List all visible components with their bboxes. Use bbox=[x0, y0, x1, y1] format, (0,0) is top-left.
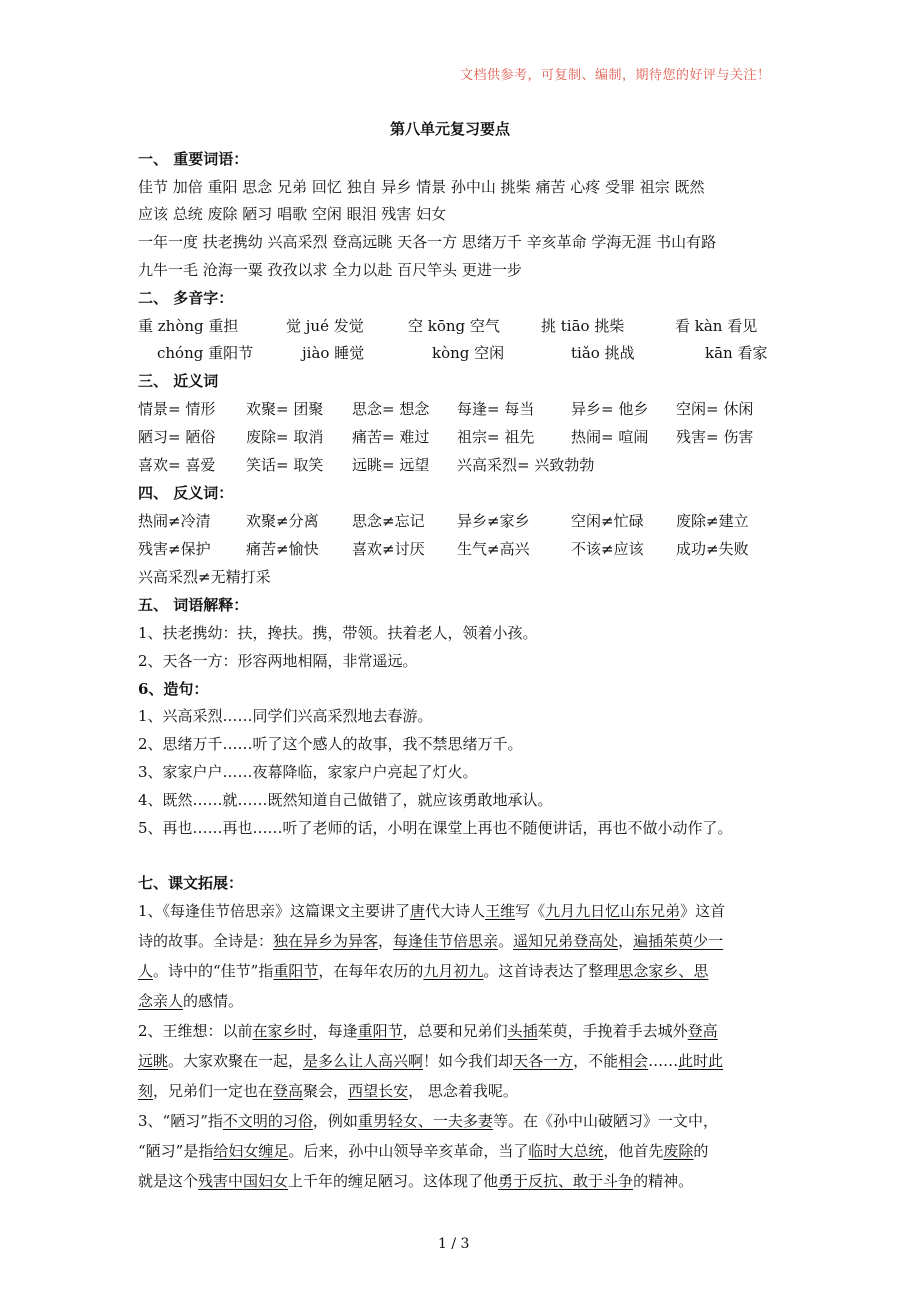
key-words-line: 一年一度 扶老携幼 兴高采烈 登高远眺 天各一方 思绪万千 辛亥革命 学海无涯 书山有路 bbox=[138, 233, 717, 251]
synonym-cell: 空闲= 休闲 bbox=[676, 400, 754, 418]
section-heading-explanations: 五、 词语解释： bbox=[138, 596, 249, 614]
explanation-line: 2、天各一方：形容两地相隔，非常遥远。 bbox=[138, 652, 418, 670]
polyphone-cell: kòng 空闲 bbox=[432, 344, 505, 362]
antonym-cell: 痛苦≠愉快 bbox=[246, 540, 319, 558]
polyphone-cell: 重 zhòng 重担 bbox=[138, 317, 239, 335]
synonym-cell: 陋习= 陋俗 bbox=[138, 428, 216, 446]
key-words-line: 九牛一毛 沧海一粟 孜孜以求 全力以赴 百尺竿头 更进一步 bbox=[138, 261, 522, 279]
section-heading-polyphones: 二、 多音字： bbox=[138, 289, 234, 307]
synonym-cell: 欢聚= 团聚 bbox=[246, 400, 324, 418]
polyphone-cell: chóng 重阳节 bbox=[157, 344, 254, 362]
synonym-cell: 喜欢= 喜爱 bbox=[138, 456, 216, 474]
extension-p3-line: 就是这个残害中国妇女上千年的缠足陋习。这体现了他勇于反抗、敢于斗争的精神。 bbox=[138, 1172, 694, 1190]
antonym-cell: 欢聚≠分离 bbox=[246, 512, 319, 530]
section-heading-extension: 七、课文拓展： bbox=[138, 874, 244, 892]
extension-p1-line: 人。诗中的“佳节”指重阳节，在每年农历的九月初九。这首诗表达了整理思念家乡、思 bbox=[138, 962, 709, 980]
synonym-cell: 异乡= 他乡 bbox=[571, 400, 649, 418]
antonym-cell: 思念≠忘记 bbox=[352, 512, 425, 530]
synonym-cell: 兴高采烈= 兴致勃勃 bbox=[457, 456, 595, 474]
antonym-cell: 生气≠高兴 bbox=[457, 540, 530, 558]
antonym-cell: 不该≠应该 bbox=[571, 540, 644, 558]
polyphone-cell: jiào 睡觉 bbox=[302, 344, 365, 362]
section-heading-synonyms: 三、 近义词 bbox=[138, 372, 219, 390]
polyphone-cell: 看 kàn 看见 bbox=[675, 317, 758, 335]
page-title: 第八单元复习要点 bbox=[390, 120, 511, 138]
key-words-line: 佳节 加倍 重阳 思念 兄弟 回忆 独自 异乡 情景 孙中山 挑柴 痛苦 心疼 受罪 祖宗 既然 bbox=[138, 178, 705, 196]
synonym-cell: 热闹= 喧闹 bbox=[571, 428, 649, 446]
sentence-line: 4、既然……就……既然知道自己做错了，就应该勇敢地承认。 bbox=[138, 791, 553, 809]
synonym-cell: 每逢= 每当 bbox=[457, 400, 535, 418]
extension-p1-line: 诗的故事。全诗是：独在异乡为异客，每逢佳节倍思亲。遥知兄弟登高处，遍插茱萸少一 bbox=[138, 932, 724, 950]
antonym-cell: 成功≠失败 bbox=[676, 540, 749, 558]
synonym-cell: 废除= 取消 bbox=[246, 428, 324, 446]
extension-p2-line: 远眺。大家欢聚在一起，是多么让人高兴啊！如今我们却天各一方，不能相会……此时此 bbox=[138, 1052, 724, 1070]
antonym-cell: 异乡≠家乡 bbox=[457, 512, 530, 530]
section-heading-key-words: 一、 重要词语： bbox=[138, 150, 249, 168]
antonym-cell: 热闹≠冷清 bbox=[138, 512, 211, 530]
polyphone-cell: tiǎo 挑战 bbox=[571, 344, 635, 362]
sentence-line: 2、思绪万千……听了这个感人的故事，我不禁思绪万千。 bbox=[138, 735, 523, 753]
antonym-cell: 喜欢≠讨厌 bbox=[352, 540, 425, 558]
extension-p1-line: 1、《每逢佳节倍思亲》这篇课文主要讲了唐代大诗人王维写《九月九日忆山东兄弟》这首 bbox=[138, 902, 726, 920]
copy-notice: 文档供参考，可复制、编制，期待您的好评与关注！ bbox=[460, 68, 771, 83]
extension-p2-line: 2、王维想：以前在家乡时，每逢重阳节，总要和兄弟们头插茱萸，手挽着手去城外登高 bbox=[138, 1022, 718, 1040]
antonym-cell: 兴高采烈≠无精打采 bbox=[138, 568, 271, 586]
synonym-cell: 情景= 情形 bbox=[138, 400, 216, 418]
section-heading-antonyms: 四、 反义词： bbox=[138, 484, 234, 502]
extension-p1-line: 念亲人的感情。 bbox=[138, 992, 244, 1010]
extension-p3-line: “陋习”是指给妇女缠足。后来，孙中山领导辛亥革命，当了临时大总统，他首先废除的 bbox=[138, 1142, 709, 1160]
synonym-cell: 残害= 伤害 bbox=[676, 428, 754, 446]
polyphone-cell: 挑 tiāo 挑柴 bbox=[541, 317, 625, 335]
synonym-cell: 笑话= 取笑 bbox=[246, 456, 324, 474]
section-heading-sentences: 6、造句： bbox=[138, 680, 209, 698]
antonym-cell: 废除≠建立 bbox=[676, 512, 749, 530]
sentence-line: 1、兴高采烈……同学们兴高采烈地去春游。 bbox=[138, 707, 433, 725]
explanation-line: 1、扶老携幼：扶，搀扶。携，带领。扶着老人，领着小孩。 bbox=[138, 624, 538, 642]
synonym-cell: 痛苦= 难过 bbox=[352, 428, 430, 446]
polyphone-cell: 空 kōng 空气 bbox=[408, 317, 500, 335]
sentence-line: 5、再也……再也……听了老师的话，小明在课堂上再也不随便讲话，再也不做小动作了。 bbox=[138, 819, 733, 837]
polyphone-cell: 觉 jué 发觉 bbox=[286, 317, 364, 335]
sentence-line: 3、家家户户……夜幕降临，家家户户亮起了灯火。 bbox=[138, 763, 478, 781]
polyphone-cell: kān 看家 bbox=[705, 344, 768, 362]
synonym-cell: 思念= 想念 bbox=[352, 400, 430, 418]
key-words-line: 应该 总统 废除 陋习 唱歌 空闲 眼泪 残害 妇女 bbox=[138, 205, 447, 223]
antonym-cell: 残害≠保护 bbox=[138, 540, 211, 558]
antonym-cell: 空闲≠忙碌 bbox=[571, 512, 644, 530]
synonym-cell: 祖宗= 祖先 bbox=[457, 428, 535, 446]
extension-p2-line: 刻，兄弟们一定也在登高聚会，西望长安， 思念着我呢。 bbox=[138, 1082, 518, 1100]
synonym-cell: 远眺= 远望 bbox=[352, 456, 430, 474]
extension-p3-line: 3、“陋习”指不文明的习俗，例如重男轻女、一夫多妻等。在《孙中山破陋习》一文中， bbox=[138, 1112, 718, 1130]
page-number: 1 / 3 bbox=[438, 1236, 470, 1252]
